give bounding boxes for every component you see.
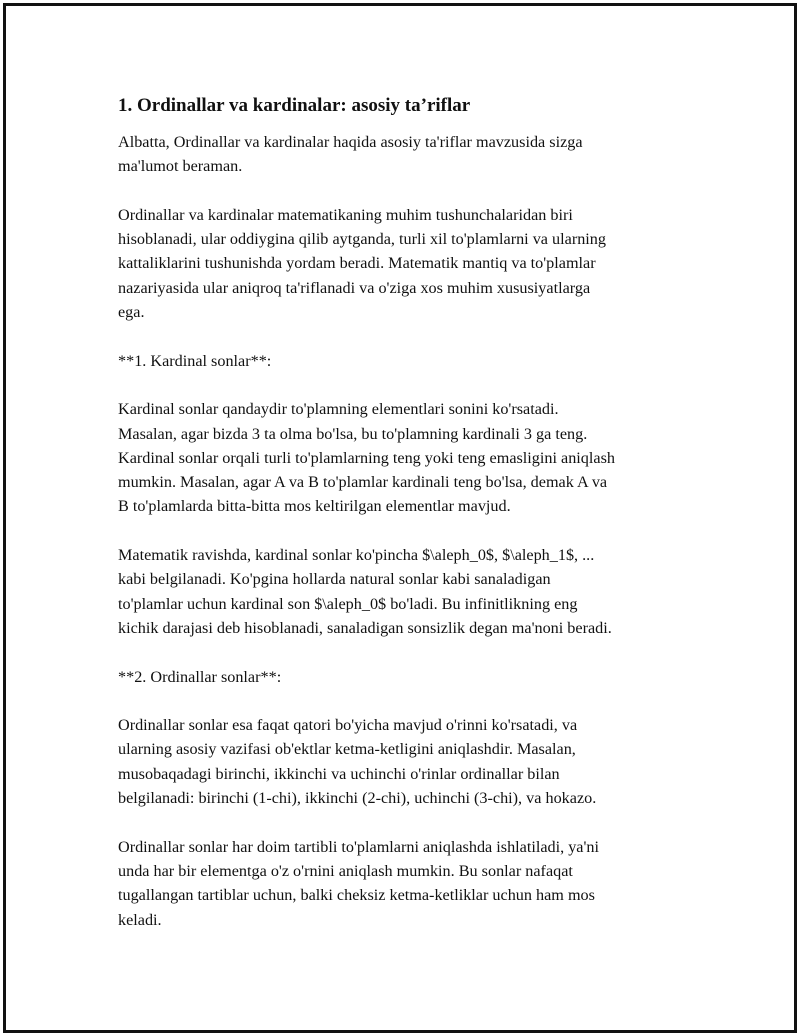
text-line: Ordinallar sonlar har doim tartibli to'plamlarni aniqlashda ishlatiladi, ya'ni [118,837,599,856]
paragraph-cardinals-definition [118,397,698,518]
text-line: B to'plamlarda bitta-bitta mos keltirilgan elementlar mavjud. [118,497,511,516]
paragraph-ordinals-definition [118,713,698,810]
paragraph-overview [118,203,698,324]
text-line: ma'lumot beraman. [118,157,243,176]
text-line: Kardinal sonlar qandaydir to'plamning elementlari sonini ko'rsatadi. [118,400,559,419]
text-line: belgilanadi: birinchi (1-chi), ikkinchi (2-chi), uchinchi (3-chi), va hokazo. [118,789,597,808]
document-title: 1. Ordinallar va kardinalar: asosiy ta’riflar [118,95,471,116]
paragraph-intro [118,130,698,179]
text-line: **2. Ordinallar sonlar**: [118,667,282,686]
text-line: ega. [118,303,145,322]
text-line: mumkin. Masalan, agar A va B to'plamlar kardinali teng bo'lsa, demak A va [118,473,608,492]
text-line: tugallangan tartiblar uchun, balki cheksiz ketma-ketliklar uchun ham mos [118,886,595,905]
text-line: hisoblanadi, ular oddiygina qilib aytganda, turli xil to'plamlarni va ularning [118,230,606,249]
text-line: Ordinallar sonlar esa faqat qatori bo'yicha mavjud o'rinni ko'rsatadi, va [118,716,578,735]
text-line: Ordinallar va kardinalar matematikaning muhim tushunchalaridan biri [118,205,573,224]
document-body [118,92,698,956]
section-heading-cardinals [118,349,698,373]
text-line: ularning asosiy vazifasi ob'ektlar ketma-ketligini aniqlashdir. Masalan, [118,740,576,759]
text-line: musobaqadagi birinchi, ikkinchi va uchinchi o'rinlar ordinallar bilan [118,764,560,783]
text-line: to'plamlar uchun kardinal son $\aleph_0$ bo'ladi. Bu infinitlikning eng [118,594,578,613]
paragraph-cardinals-notation [118,543,698,640]
text-line: keladi. [118,910,162,929]
text-line: kattaliklarini tushunishda yordam beradi. Matematik mantiq va to'plamlar [118,254,596,273]
text-line: Matematik ravishda, kardinal sonlar ko'pincha $\aleph_0$, $\aleph_1$, ... [118,546,595,565]
text-line: unda har bir elementga o'z o'rnini aniqlash mumkin. Bu sonlar nafaqat [118,861,573,880]
text-line: Albatta, Ordinallar va kardinalar haqida asosiy ta'riflar mavzusida sizga [118,133,583,151]
text-line: Masalan, agar bizda 3 ta olma bo'lsa, bu to'plamning kardinali 3 ga teng. [118,424,588,443]
text-line: Kardinal sonlar orqali turli to'plamlarning teng yoki teng emasligini aniqlash [118,448,615,467]
section-heading-ordinals [118,665,698,689]
text-line: nazariyasida ular aniqroq ta'riflanadi va o'ziga xos muhim xususiyatlarga [118,278,591,297]
text-line: kabi belgilanadi. Ko'pgina hollarda natural sonlar kabi sanaladigan [118,570,551,589]
paragraph-ordinals-usage [118,835,698,932]
text-line: kichik darajasi deb hisoblanadi, sanaladigan sonsizlik degan ma'noni beradi. [118,618,612,637]
text-line: **1. Kardinal sonlar**: [118,351,272,370]
